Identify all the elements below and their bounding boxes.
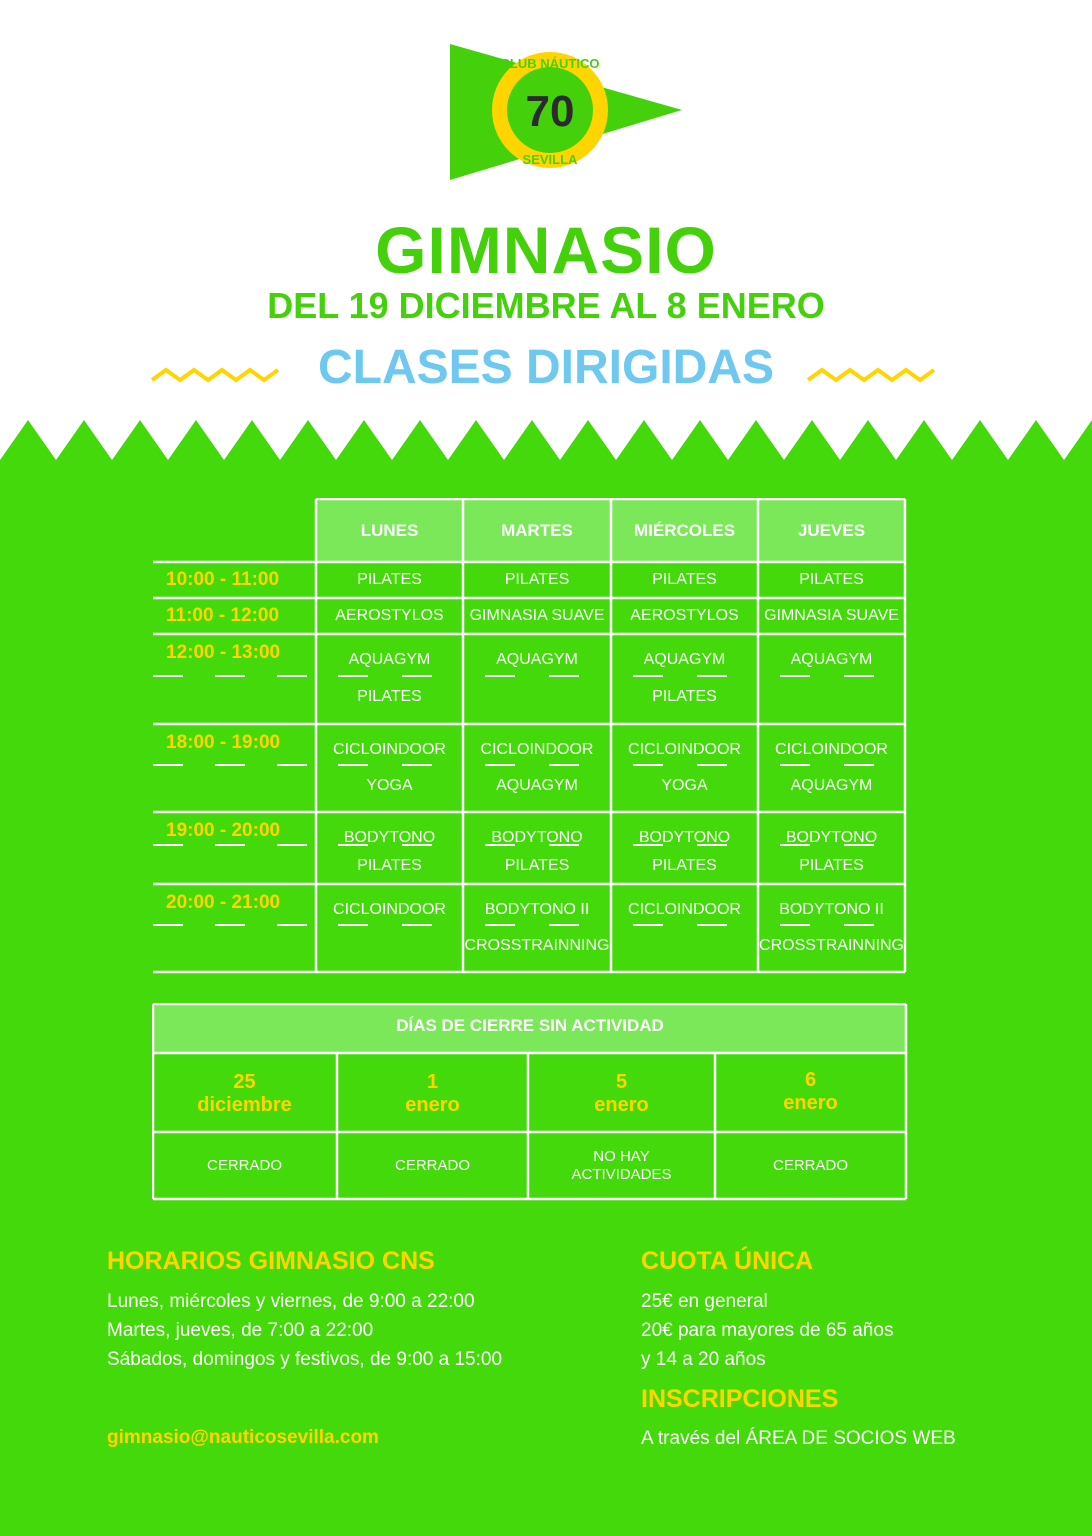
class-name: BODYTONO — [638, 829, 731, 846]
separator-dash — [215, 844, 245, 846]
day-header: JUEVES — [797, 521, 866, 540]
class-name: BODYTONO II — [779, 901, 884, 918]
closed-date: 1 enero — [405, 1071, 460, 1116]
time-slot: 11:00 - 12:00 — [166, 605, 280, 626]
signup-text[interactable]: A través del ÁREA DE SOCIOS WEB — [641, 1428, 956, 1449]
time-slot: 19:00 - 20:00 — [166, 820, 281, 841]
class-name: CROSSTRAINNING — [759, 937, 904, 954]
class-name: CICLOINDOOR — [480, 741, 594, 758]
separator-dash — [633, 675, 663, 677]
separator-dash — [780, 675, 810, 677]
closed-days-table — [152, 1003, 908, 1201]
closed-date: 5 enero — [594, 1071, 649, 1116]
class-schedule-table — [153, 498, 908, 974]
separator-dash — [844, 924, 874, 926]
separator-dash — [633, 924, 663, 926]
separator-dash — [277, 924, 307, 926]
class-name: CROSSTRAINNING — [464, 937, 610, 954]
hours-title: HORARIOS GIMNASIO CNS — [107, 1247, 435, 1275]
zigzag-decoration-left — [150, 364, 280, 386]
day-header: MARTES — [501, 521, 573, 540]
class-name: PILATES — [504, 857, 570, 874]
separator-dash — [402, 924, 432, 926]
separator-dash — [485, 675, 515, 677]
class-name: AQUAGYM — [790, 651, 873, 668]
day-header: MIÉRCOLES — [633, 521, 736, 540]
class-name: PILATES — [652, 857, 717, 874]
day-header: LUNES — [360, 521, 419, 540]
class-name: PILATES — [799, 571, 864, 588]
separator-dash — [844, 675, 874, 677]
fee-line: 20€ para mayores de 65 años — [641, 1320, 894, 1341]
class-name: PILATES — [357, 571, 422, 588]
club-nautico-logo — [446, 40, 686, 190]
class-name: CICLOINDOOR — [775, 741, 888, 758]
email-link[interactable]: gimnasio@nauticosevilla.com — [107, 1427, 379, 1448]
separator-dash — [485, 764, 515, 766]
closed-date: 6 enero — [783, 1069, 838, 1114]
class-name: YOGA — [366, 777, 413, 794]
hours-list — [107, 1287, 502, 1374]
class-name: BODYTONO — [343, 829, 436, 846]
class-name: AQUAGYM — [348, 651, 431, 668]
separator-dash — [780, 764, 810, 766]
class-name: PILATES — [357, 688, 422, 705]
class-name: PILATES — [799, 857, 864, 874]
time-slot: 20:00 - 21:00 — [166, 892, 281, 913]
fee-line: 25€ en general — [641, 1291, 768, 1312]
class-name: CICLOINDOOR — [628, 901, 741, 918]
separator-dash — [153, 675, 183, 677]
logo-number: 70 — [525, 87, 575, 136]
date-range: DEL 19 DICIEMBRE AL 8 ENERO — [267, 285, 825, 326]
separator-dash — [844, 764, 874, 766]
class-name: BODYTONO — [491, 829, 583, 846]
separator-dash — [277, 844, 307, 846]
separator-dash — [338, 924, 368, 926]
separator-dash — [277, 764, 307, 766]
separator-dash — [153, 764, 183, 766]
signup-title: INSCRIPCIONES — [641, 1385, 839, 1413]
class-name: GIMNASIA SUAVE — [469, 607, 605, 624]
class-name: GIMNASIA SUAVE — [764, 607, 899, 624]
separator-dash — [153, 924, 183, 926]
separator-dash — [549, 675, 579, 677]
separator-dash — [215, 675, 245, 677]
fee-title: CUOTA ÚNICA — [641, 1247, 814, 1275]
class-name: PILATES — [652, 571, 717, 588]
class-name: YOGA — [661, 777, 708, 794]
separator-dash — [697, 924, 727, 926]
class-name: PILATES — [357, 857, 422, 874]
class-name: AEROSTYLOS — [335, 607, 444, 624]
class-name: CICLOINDOOR — [628, 741, 741, 758]
class-name: AQUAGYM — [643, 651, 726, 668]
hours-line: Lunes, miércoles y viernes, de 9:00 a 22:00 — [107, 1291, 475, 1312]
page-title: GIMNASIO — [375, 213, 717, 287]
separator-dash — [338, 675, 368, 677]
class-name: AQUAGYM — [496, 651, 578, 668]
separator-dash — [338, 764, 368, 766]
class-name: PILATES — [652, 688, 717, 705]
logo-bottom-text: SEVILLA — [522, 152, 578, 167]
class-name: CICLOINDOOR — [333, 741, 446, 758]
closed-status: NO HAY ACTIVIDADES — [571, 1148, 672, 1183]
separator-dash — [215, 924, 245, 926]
hours-line: Sábados, domingos y festivos, de 9:00 a 15:00 — [107, 1349, 503, 1370]
separator-dash — [549, 924, 579, 926]
section-title: CLASES DIRIGIDAS — [317, 341, 775, 394]
separator-dash — [277, 675, 307, 677]
class-name: AQUAGYM — [496, 777, 578, 794]
logo-top-text: CLUB NÁUTICO — [500, 56, 600, 71]
fee-list — [641, 1287, 893, 1374]
class-name: PILATES — [504, 571, 570, 588]
separator-dash — [780, 924, 810, 926]
separator-dash — [549, 764, 579, 766]
closed-status: CERRADO — [206, 1157, 282, 1174]
separator-dash — [402, 675, 432, 677]
separator-dash — [215, 764, 245, 766]
fee-line: y 14 a 20 años — [641, 1349, 766, 1370]
closed-status: CERRADO — [394, 1157, 470, 1174]
time-slot: 10:00 - 11:00 — [166, 569, 280, 590]
separator-dash — [153, 844, 183, 846]
closed-date: 25 diciembre — [197, 1071, 292, 1116]
class-name: AEROSTYLOS — [630, 607, 739, 624]
separator-dash — [633, 764, 663, 766]
hours-line: Martes, jueves, de 7:00 a 22:00 — [107, 1320, 374, 1341]
separator-dash — [697, 764, 727, 766]
closed-status: CERRADO — [772, 1157, 848, 1174]
separator-dash — [697, 675, 727, 677]
zigzag-decoration-right — [806, 364, 936, 386]
separator-dash — [402, 764, 432, 766]
separator-dash — [485, 924, 515, 926]
class-name: BODYTONO — [785, 829, 878, 846]
class-name: CICLOINDOOR — [333, 901, 446, 918]
time-slot: 18:00 - 19:00 — [166, 732, 281, 753]
closed-days-title: DÍAS DE CIERRE SIN ACTIVIDAD — [396, 1016, 664, 1035]
time-slot: 12:00 - 13:00 — [166, 642, 281, 663]
class-name: AQUAGYM — [790, 777, 873, 794]
class-name: BODYTONO II — [484, 901, 590, 918]
